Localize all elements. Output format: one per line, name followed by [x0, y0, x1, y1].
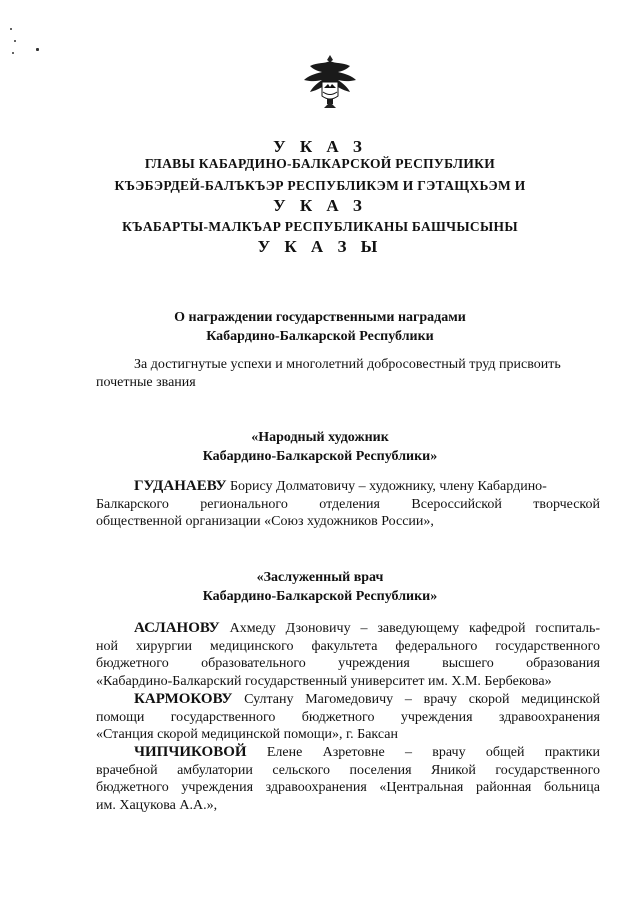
decree-title-line: Кабардино-Балкарской Республики: [206, 329, 434, 344]
decree-title-line: О награждении государственными наградами: [174, 310, 466, 325]
recipient-surname: ГУДАНАЕВУ: [134, 478, 227, 494]
recipient-guadnaev: [96, 478, 600, 531]
intro-paragraph: [96, 356, 600, 391]
recipient-text: Борису Долматовичу – художнику, члену Кабардино-: [230, 479, 547, 494]
honor-title-line: Кабардино-Балкарской Республики»: [202, 449, 438, 464]
decree-heading: У К А З: [273, 137, 367, 156]
recipient-chipchikova: [96, 744, 600, 814]
intro-line: почетные звания: [96, 374, 196, 390]
honor-title-artist: [0, 428, 640, 466]
recipient-line: им. Хацукова А.А.»,: [96, 797, 218, 813]
recipient-line: Балкарского регионального отделения Всероссийской творческой: [96, 496, 600, 512]
honor-title-line: «Народный художник: [251, 430, 389, 445]
intro-line: За достигнутые успехи и многолетний добросовестный труд присвоить: [134, 357, 561, 372]
recipient-line: помощи государственного бюджетного учреждения здравоохранения: [96, 709, 600, 725]
decree-heading-balkar: У К А З Ы: [257, 237, 383, 256]
honor-title-doctor: [0, 568, 640, 606]
recipient-surname: ЧИПЧИКОВОЙ: [134, 744, 247, 760]
honor-title-line: «Заслуженный врач: [256, 570, 384, 585]
heading-line-kabardian: КЪЭБЭРДЕЙ-БАЛЪКЪЭР РЕСПУБЛИКЭМ И ГЭТАЩХЬЭМ И: [114, 178, 526, 193]
recipient-surname: КАРМОКОВУ: [134, 691, 233, 707]
heading-line-russian: ГЛАВЫ КАБАРДИНО-БАЛКАРСКОЙ РЕСПУБЛИКИ: [144, 156, 496, 171]
recipient-line: ной хирургии медицинского факультета федерального государственного: [96, 638, 600, 654]
recipient-line: бюджетного учреждения здравоохранения «Центральная районная больница: [96, 780, 600, 796]
recipient-line: бюджетного образовательного учреждения высшего образования: [96, 656, 600, 672]
heading-line-balkar: КЪАБАРТЫ-МАЛКЪАР РЕСПУБЛИКАНЫ БАШЧЫСЫНЫ: [122, 219, 518, 234]
recipient-line: «Кабардино-Балкарский государственный университет им. Х.М. Бербекова»: [96, 673, 552, 689]
decree-heading-kabardian: У К А З: [273, 196, 367, 215]
decree-title: [0, 308, 640, 346]
recipient-line: [96, 620, 600, 638]
recipient-line: [96, 691, 600, 709]
honor-title-line: Кабардино-Балкарской Республики»: [202, 589, 438, 604]
recipient-line: [96, 478, 600, 496]
recipient-aslanov: [96, 620, 600, 690]
recipient-line: общественной организации «Союз художников России»,: [96, 514, 434, 530]
recipient-line: врачебной амбулатории сельского поселения Яникой государственного: [96, 762, 600, 778]
recipient-text: Елене Азретовне – врачу общей практики: [266, 745, 600, 760]
recipient-text: Ахмеду Дзоновичу – заведующему кафедрой госпиталь-: [229, 621, 600, 636]
recipient-text: Султану Магомедовичу – врачу скорой медицинской: [244, 692, 601, 707]
recipient-surname: АСЛАНОВУ: [134, 620, 220, 636]
recipient-line: [96, 744, 600, 762]
recipient-line: «Станция скорой медицинской помощи», г. Баксан: [96, 727, 398, 743]
kbr-coat-of-arms-icon: [300, 52, 360, 110]
recipient-karmokov: [96, 691, 600, 744]
